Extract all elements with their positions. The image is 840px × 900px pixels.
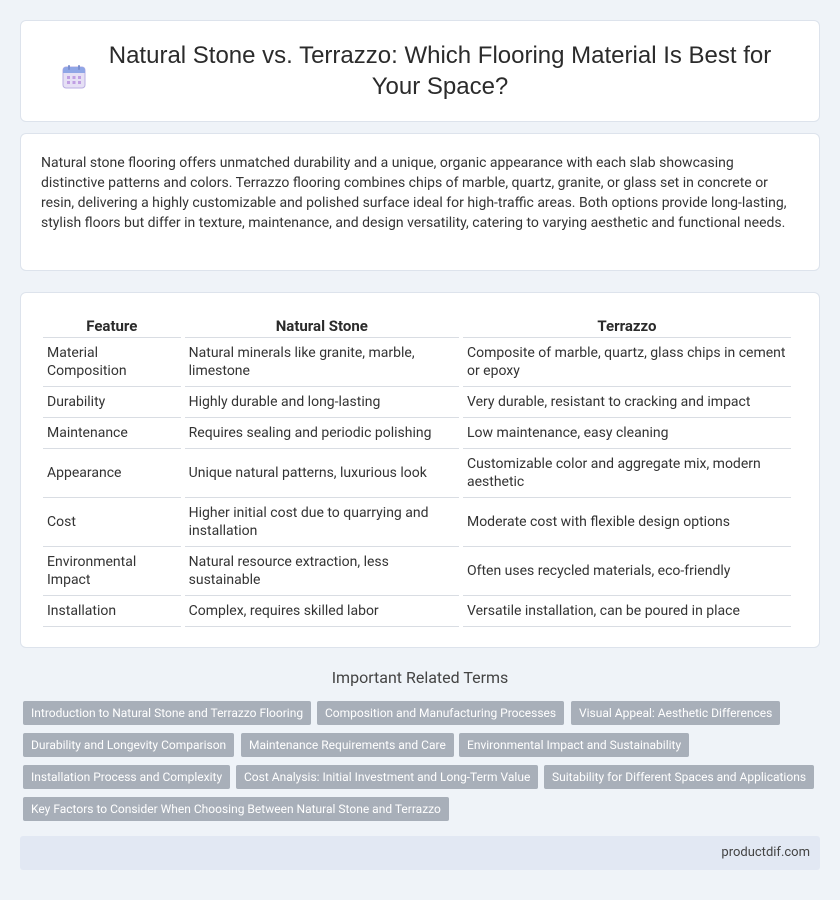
table-header-row [43, 315, 791, 338]
related-term-tag[interactable]: Installation Process and Complexity [23, 765, 230, 789]
terrazzo-cell: Often uses recycled materials, eco-friendly [463, 547, 791, 596]
related-term-tag[interactable]: Suitability for Different Spaces and Applications [544, 765, 814, 789]
related-term-tag[interactable]: Maintenance Requirements and Care [241, 733, 454, 757]
terrazzo-cell: Composite of marble, quartz, glass chips in cement or epoxy [463, 338, 791, 387]
feature-cell: Cost [43, 498, 181, 547]
related-term-tag[interactable]: Key Factors to Consider When Choosing Between Natural Stone and Terrazzo [23, 797, 449, 821]
related-term-tag[interactable]: Cost Analysis: Initial Investment and Long-Term Value [236, 765, 538, 789]
terrazzo-cell: Customizable color and aggregate mix, modern aesthetic [463, 449, 791, 498]
natural-stone-cell: Natural resource extraction, less sustainable [185, 547, 459, 596]
natural-stone-cell: Higher initial cost due to quarrying and installation [185, 498, 459, 547]
related-term-tag[interactable]: Durability and Longevity Comparison [23, 733, 234, 757]
table-row [43, 547, 791, 596]
natural-stone-cell: Highly durable and long-lasting [185, 387, 459, 418]
related-term-tag[interactable]: Introduction to Natural Stone and Terrazzo Flooring [23, 701, 311, 725]
header-natural-stone: Natural Stone [185, 315, 459, 338]
natural-stone-cell: Natural minerals like granite, marble, limestone [185, 338, 459, 387]
feature-cell: Appearance [43, 449, 181, 498]
natural-stone-cell: Complex, requires skilled labor [185, 596, 459, 627]
terrazzo-cell: Very durable, resistant to cracking and impact [463, 387, 791, 418]
intro-paragraph: Natural stone flooring offers unmatched durability and a unique, organic appearance with each slab showcasing distinctive patterns and colors. Terrazzo flooring combines chips of marble, quartz, granite, or glass set in concrete or resin, delivering a highly customizable and polished surface ideal for high-traffic areas. Both options provide long-lasting, stylish floors but differ in texture, maintenance, and design versatility, catering to varying aesthetic and functional needs. [41, 155, 787, 231]
natural-stone-cell: Requires sealing and periodic polishing [185, 418, 459, 449]
terrazzo-cell: Versatile installation, can be poured in place [463, 596, 791, 627]
table-row [43, 387, 791, 418]
table-row [43, 418, 791, 449]
page-title: Natural Stone vs. Terrazzo: Which Flooring Material Is Best for Your Space? [108, 42, 772, 100]
feature-cell: Installation [43, 596, 181, 627]
footer-site-link[interactable]: productdif.com [721, 845, 810, 860]
table-row [43, 498, 791, 547]
terrazzo-cell: Moderate cost with flexible design options [463, 498, 791, 547]
comparison-table [39, 315, 795, 627]
calendar-icon [61, 64, 87, 90]
header-terrazzo: Terrazzo [463, 315, 791, 338]
feature-cell: Environmental Impact [43, 547, 181, 596]
table-row [43, 596, 791, 627]
feature-cell: Maintenance [43, 418, 181, 449]
table-row [43, 338, 791, 387]
comparison-table-card [20, 292, 820, 648]
related-term-tag[interactable]: Composition and Manufacturing Processes [317, 701, 564, 725]
related-term-tag[interactable]: Visual Appeal: Aesthetic Differences [571, 701, 780, 725]
terrazzo-cell: Low maintenance, easy cleaning [463, 418, 791, 449]
feature-cell: Material Composition [43, 338, 181, 387]
related-term-tag[interactable]: Environmental Impact and Sustainability [459, 733, 689, 757]
footer [20, 836, 820, 870]
natural-stone-cell: Unique natural patterns, luxurious look [185, 449, 459, 498]
table-row [43, 449, 791, 498]
intro-card [20, 133, 820, 271]
related-terms-title: Important Related Terms [331, 668, 509, 687]
title-card [20, 20, 820, 122]
feature-cell: Durability [43, 387, 181, 418]
header-feature: Feature [43, 315, 181, 338]
